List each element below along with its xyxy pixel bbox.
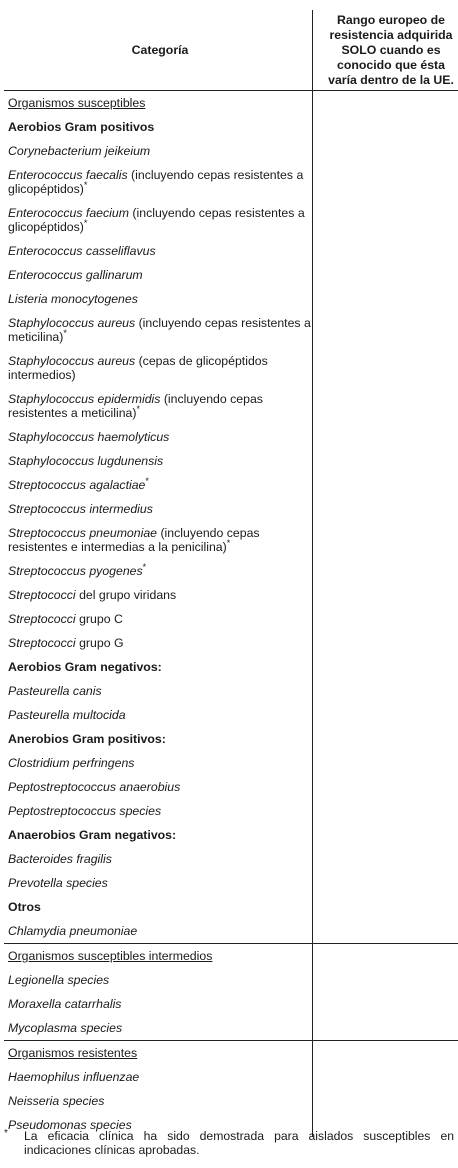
organism-text: Chlamydia pneumoniae [8, 924, 138, 938]
header-categoria: Categoría [4, 10, 313, 91]
table-row [4, 311, 458, 349]
resistance-cell [313, 263, 458, 287]
table-row [4, 473, 458, 497]
organism-cell [4, 263, 313, 287]
organism-text: * [136, 403, 140, 414]
table-row [4, 1041, 458, 1066]
organism-text: * [83, 217, 88, 228]
organism-text: (cepas de glicopéptidos intermedios) [8, 354, 268, 382]
header-rango-line: conocido que ésta [337, 57, 445, 72]
organism-text: * [145, 475, 149, 486]
organism-cell [4, 919, 313, 944]
organism-text: Peptostreptococcus anaerobius [8, 780, 181, 794]
organism-cell [4, 287, 313, 311]
organism-cell [4, 349, 313, 387]
resistance-cell [313, 992, 458, 1016]
table-row [4, 607, 458, 631]
resistance-cell [313, 968, 458, 992]
organism-text: grupo G [75, 636, 124, 650]
organism-cell [4, 1065, 313, 1089]
table-row [4, 847, 458, 871]
organism-cell [4, 944, 313, 969]
table-row [4, 163, 458, 201]
organism-cell [4, 473, 313, 497]
table-row [4, 449, 458, 473]
table-row [4, 823, 458, 847]
resistance-cell [313, 775, 458, 799]
resistance-cell [313, 1065, 458, 1089]
table-row [4, 115, 458, 139]
organism-text: (incluyendo cepas resistentes a glicopéptidos) [8, 168, 304, 196]
table-row [4, 919, 458, 944]
organism-text: Streptococcus intermedius [8, 502, 153, 516]
resistance-cell [313, 473, 458, 497]
table-row [4, 727, 458, 751]
organism-text: Clostridium perfringens [8, 756, 135, 770]
resistance-cell [313, 944, 458, 969]
organism-cell [4, 387, 313, 425]
table-row [4, 703, 458, 727]
organism-text: Streptococcus pyogenes [8, 564, 143, 578]
table-row [4, 521, 458, 559]
table-row [4, 139, 458, 163]
table-header-row [4, 10, 458, 91]
table-row [4, 559, 458, 583]
organism-cell [4, 751, 313, 775]
organism-cell [4, 201, 313, 239]
organism-cell [4, 139, 313, 163]
organism-text: Streptococci [8, 588, 76, 602]
table-row [4, 655, 458, 679]
organism-cell [4, 449, 313, 473]
resistance-cell [313, 91, 458, 116]
table-row [4, 775, 458, 799]
table-row [4, 631, 458, 655]
organism-cell [4, 115, 313, 139]
organism-text: Pasteurella canis [8, 684, 102, 698]
resistance-cell [313, 115, 458, 139]
resistance-cell [313, 311, 458, 349]
organism-text: Peptostreptococcus species [8, 804, 162, 818]
table-row [4, 871, 458, 895]
organism-cell [4, 497, 313, 521]
resistance-cell [313, 425, 458, 449]
resistance-cell [313, 847, 458, 871]
organism-text: Staphylococcus aureus [8, 316, 136, 330]
organism-cell [4, 583, 313, 607]
table-row [4, 968, 458, 992]
organism-text: Organismos resistentes [8, 1046, 138, 1060]
resistance-cell [313, 163, 458, 201]
organism-cell [4, 775, 313, 799]
organism-cell [4, 799, 313, 823]
table-row [4, 895, 458, 919]
organism-text: * [142, 561, 147, 572]
susceptibility-table [4, 10, 458, 1137]
organism-text: Staphylococcus aureus [8, 354, 136, 368]
organism-text: (incluyendo cepas resistentes a meticilina) [8, 392, 263, 420]
resistance-cell [313, 559, 458, 583]
organism-text: Moraxella catarrhalis [8, 997, 122, 1011]
organism-text: (incluyendo cepas resistentes a meticilina) [8, 316, 311, 344]
organism-cell [4, 1041, 313, 1066]
organism-text: Prevotella species [8, 876, 108, 890]
organism-text: Enterococcus faecium [8, 206, 129, 220]
organism-cell [4, 703, 313, 727]
organism-cell [4, 679, 313, 703]
resistance-cell [313, 583, 458, 607]
organism-cell [4, 655, 313, 679]
resistance-cell [313, 679, 458, 703]
organism-text: grupo C [75, 612, 123, 626]
organism-text: Anerobios Gram positivos: [8, 732, 166, 746]
table-row [4, 287, 458, 311]
organism-text: Enterococcus faecalis [8, 168, 128, 182]
organism-cell [4, 631, 313, 655]
organism-text: (incluyendo cepas resistentes a glicopéptidos) [8, 206, 305, 234]
resistance-cell [313, 655, 458, 679]
resistance-cell [313, 871, 458, 895]
resistance-cell [313, 349, 458, 387]
organism-text: Streptococcus pneumoniae [8, 526, 158, 540]
resistance-cell [313, 1089, 458, 1113]
organism-text: Bacteroides fragilis [8, 852, 112, 866]
table-row [4, 679, 458, 703]
organism-text: Haemophilus influenzae [8, 1070, 140, 1084]
resistance-cell [313, 703, 458, 727]
resistance-cell [313, 497, 458, 521]
organism-text: * [226, 537, 231, 548]
organism-text: Streptococci [8, 612, 76, 626]
organism-cell [4, 521, 313, 559]
organism-text: * [63, 327, 67, 338]
organism-cell [4, 239, 313, 263]
organism-cell [4, 871, 313, 895]
table-row [4, 944, 458, 969]
table-row [4, 751, 458, 775]
organism-text: del grupo viridans [75, 588, 177, 602]
organism-text: * [83, 179, 88, 190]
organism-cell [4, 607, 313, 631]
organism-cell [4, 968, 313, 992]
resistance-cell [313, 751, 458, 775]
organism-cell [4, 1089, 313, 1113]
organism-cell [4, 311, 313, 349]
header-rango-line: SOLO cuando es [341, 42, 441, 57]
organism-cell [4, 823, 313, 847]
table-row [4, 201, 458, 239]
table-row [4, 1089, 458, 1113]
organism-text: Neisseria species [8, 1094, 105, 1108]
organism-text: Staphylococcus epidermidis [8, 392, 161, 406]
table-row [4, 349, 458, 387]
resistance-cell [313, 449, 458, 473]
organism-text: Otros [8, 900, 41, 914]
organism-cell [4, 91, 313, 116]
organism-text: Streptococcus agalactiae [8, 478, 146, 492]
organism-cell [4, 1016, 313, 1041]
table-row [4, 1065, 458, 1089]
organism-text: Aerobios Gram negativos: [8, 660, 162, 674]
resistance-cell [313, 287, 458, 311]
table-row [4, 799, 458, 823]
organism-text: (incluyendo cepas resistentes e intermedias a la penicilina) [8, 526, 260, 554]
resistance-cell [313, 521, 458, 559]
organism-cell [4, 163, 313, 201]
resistance-cell [313, 895, 458, 919]
footnote-mark: * [4, 1128, 8, 1139]
footnote-text: La eficacia clínica ha sido demostrada para aislados susceptibles en indicaciones clínicas aprobadas. [24, 1129, 454, 1157]
organism-text: Aerobios Gram positivos [8, 120, 155, 134]
organism-text: Enterococcus casseliflavus [8, 244, 156, 258]
document [4, 10, 458, 1137]
header-rango-line: varía dentro de la UE. [328, 72, 454, 87]
organism-text: Pseudomonas species [8, 1118, 132, 1132]
organism-cell [4, 992, 313, 1016]
resistance-cell [313, 139, 458, 163]
table-row [4, 425, 458, 449]
organism-cell [4, 895, 313, 919]
resistance-cell [313, 799, 458, 823]
organism-text: Enterococcus gallinarum [8, 268, 143, 282]
resistance-cell [313, 607, 458, 631]
footnote [4, 1129, 454, 1157]
organism-text: Staphylococcus haemolyticus [8, 430, 170, 444]
organism-text: Legionella species [8, 973, 110, 987]
organism-text: Organismos susceptibles intermedios [8, 949, 213, 963]
organism-text: Organismos susceptibles [8, 96, 146, 110]
organism-cell [4, 559, 313, 583]
table-row [4, 1016, 458, 1041]
organism-text: Staphylococcus lugdunensis [8, 454, 164, 468]
resistance-cell [313, 823, 458, 847]
organism-cell [4, 425, 313, 449]
table-row [4, 583, 458, 607]
organism-text: Streptococci [8, 636, 76, 650]
table-row [4, 497, 458, 521]
organism-text: Listeria monocytogenes [8, 292, 138, 306]
organism-text: Pasteurella multocida [8, 708, 126, 722]
resistance-cell [313, 239, 458, 263]
table-row [4, 239, 458, 263]
resistance-cell [313, 1016, 458, 1041]
resistance-cell [313, 631, 458, 655]
resistance-cell [313, 201, 458, 239]
header-rango-line: resistencia adquirida [329, 27, 453, 42]
table-row [4, 992, 458, 1016]
organism-text: Mycoplasma species [8, 1021, 123, 1035]
resistance-cell [313, 387, 458, 425]
table-row [4, 387, 458, 425]
resistance-cell [313, 727, 458, 751]
table-row [4, 91, 458, 116]
resistance-cell [313, 1041, 458, 1066]
table-row [4, 263, 458, 287]
organism-text: Corynebacterium jeikeium [8, 144, 151, 158]
organism-cell [4, 727, 313, 751]
organism-text: Anaerobios Gram negativos: [8, 828, 177, 842]
resistance-cell [313, 919, 458, 944]
header-rango [313, 10, 458, 91]
organism-cell [4, 847, 313, 871]
header-rango-line: Rango europeo de [337, 12, 445, 27]
